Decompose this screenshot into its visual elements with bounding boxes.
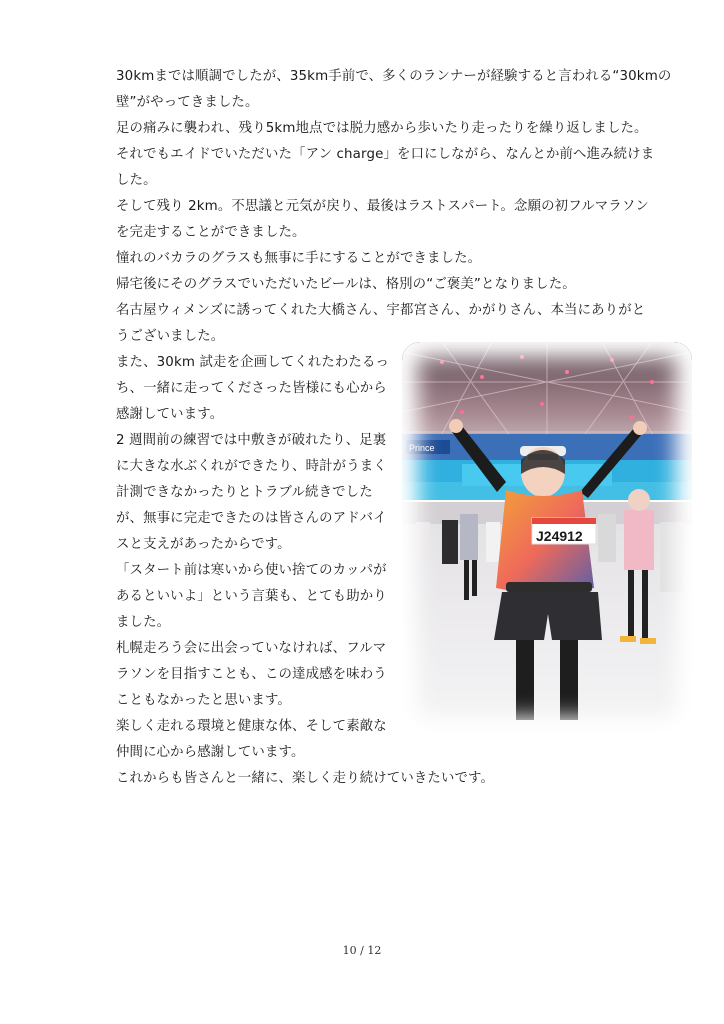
- text-line: そして残り 2km。不思議と元気が戻り、最後はラストスパート。念願の初フルマラソン: [116, 199, 649, 214]
- text-line: に大きな水ぶくれができたり、時計がうまく: [116, 459, 387, 474]
- text-line: こともなかったと思います。: [116, 693, 291, 708]
- text-line: 憧れのバカラのグラスも無事に手にすることができました。: [116, 251, 482, 266]
- text-line: 足の痛みに襲われ、残り5km地点では脱力感から歩いたり走ったりを繰り返しました。: [116, 121, 648, 136]
- text-line: ました。: [116, 615, 171, 630]
- text-line: ち、一緒に走ってくださった皆様にも心から: [116, 381, 387, 396]
- banner-text: Prince: [409, 443, 435, 453]
- bib-number: J24912: [536, 528, 583, 544]
- text-line: 楽しく走れる環境と健康な体、そして素敵な: [116, 719, 387, 734]
- text-line: 「スタート前は寒いから使い捨てのカッパが: [116, 563, 387, 578]
- text-line: ラソンを目指すことも、この達成感を味わう: [116, 667, 387, 682]
- text-line: 帰宅後にそのグラスでいただいたビールは、格別の“ご褒美”となりました。: [116, 277, 576, 292]
- text-line: 名古屋ウィメンズに誘ってくれた大橋さん、宇都宮さん、かがりさん、本当にありがと: [116, 303, 646, 318]
- page-number: 10 / 12: [342, 944, 382, 957]
- text-line: した。: [116, 173, 157, 188]
- text-line: が、無事に完走できたのは皆さんのアドバイ: [116, 511, 387, 526]
- text-line: 感謝しています。: [116, 407, 224, 422]
- text-line: 計測できなかったりとトラブル続きでした: [116, 485, 373, 500]
- marathon-finish-photo: [402, 342, 692, 734]
- text-line: スと支えがあったからです。: [116, 537, 291, 552]
- text-line: 2 週間前の練習では中敷きが破れたり、足裏: [116, 433, 387, 448]
- text-line: 仲間に心から感謝しています。: [116, 745, 305, 760]
- text-line: これからも皆さんと一緒に、楽しく走り続けていきたいです。: [116, 771, 495, 786]
- text-line: それでもエイドでいただいた「アン charge」を口にしながら、なんとか前へ進み続けま: [116, 147, 655, 162]
- text-line: あるといいよ」という言葉も、とても助かり: [116, 589, 387, 604]
- text-line: また、30km 試走を企画してくれたわたるっ: [116, 355, 390, 370]
- text-line: うございました。: [116, 329, 225, 344]
- text-line: 札幌走ろう会に出会っていなければ、フルマ: [116, 641, 387, 656]
- photo-illustration: [402, 342, 692, 734]
- text-line: を完走することができました。: [116, 225, 306, 240]
- text-line: 30kmまでは順調でしたが、35km手前で、多くのランナーが経験すると言われる“30kmの: [116, 69, 672, 84]
- text-line: 壁”がやってきました。: [116, 95, 259, 110]
